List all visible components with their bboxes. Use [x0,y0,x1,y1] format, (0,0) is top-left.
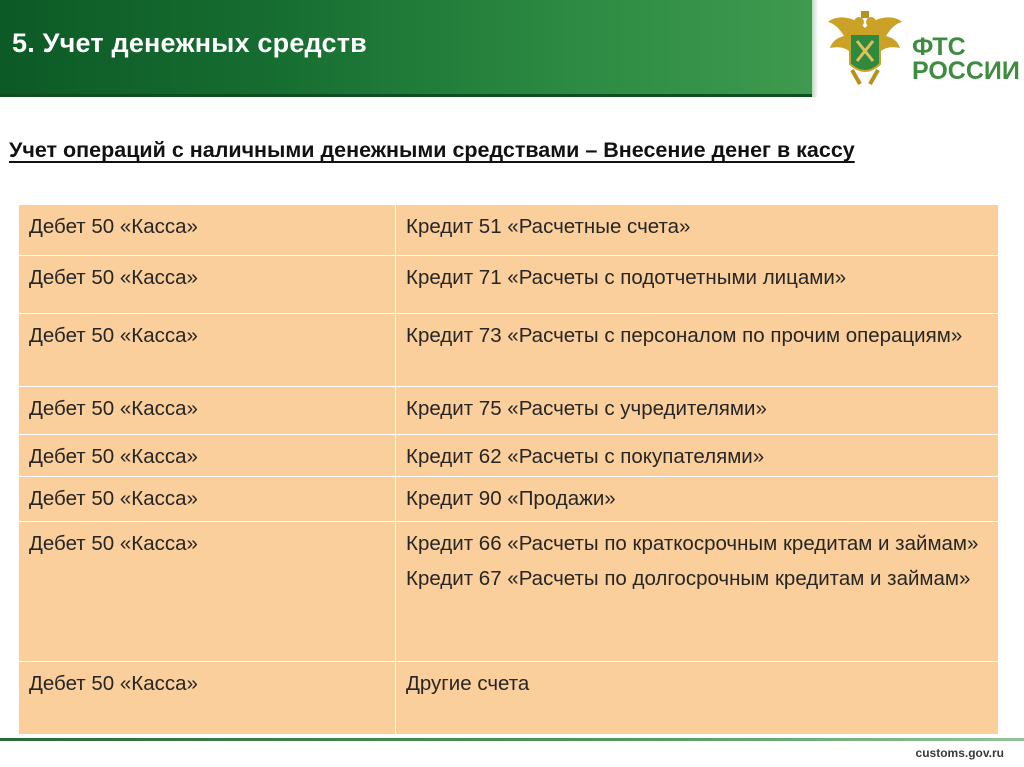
credit-cell [396,477,999,522]
credit-text: Кредит 71 «Расчеты с подотчетными лицами» [406,266,847,289]
brand-line-2: РОССИИ [912,57,1020,85]
table-row [19,256,999,314]
credit-text: Кредит 67 «Расчеты по долгосрочным кредитам и займам» [406,567,971,590]
table-row [19,314,999,387]
credit-cell [396,205,999,256]
footer-url: customs.gov.ru [915,746,1004,760]
accounting-entries-table [18,204,999,735]
emblem-icon [826,8,904,88]
credit-text: Кредит 62 «Расчеты с покупателями» [406,445,765,468]
credit-cell [396,522,999,662]
credit-cell [396,662,999,735]
credit-text: Кредит 66 «Расчеты по краткосрочным кредитам и займам» [406,532,979,555]
credit-text: Кредит 90 «Продажи» [406,487,616,510]
credit-text: Другие счета [406,672,530,695]
credit-cell [396,314,999,387]
credit-cell [396,435,999,477]
debit-cell: Дебет 50 «Касса» [19,205,396,256]
brand-logo-text [912,35,1020,83]
section-subtitle: Учет операций с наличными денежными средствами – Внесение денег в кассу [9,138,855,162]
footer-divider [0,738,1024,741]
table-row [19,435,999,477]
table-row [19,662,999,735]
debit-cell: Дебет 50 «Касса» [19,256,396,314]
table-row [19,387,999,435]
table-row [19,477,999,522]
credit-text: Кредит 75 «Расчеты с учредителями» [406,397,767,420]
table-row [19,205,999,256]
credit-text: Кредит 73 «Расчеты с персоналом по прочим операциям» [406,324,963,347]
debit-cell: Дебет 50 «Касса» [19,435,396,477]
credit-text: Кредит 51 «Расчетные счета» [406,215,691,238]
debit-cell: Дебет 50 «Касса» [19,522,396,662]
table-row [19,522,999,662]
debit-cell: Дебет 50 «Касса» [19,662,396,735]
debit-cell: Дебет 50 «Касса» [19,314,396,387]
credit-cell [396,387,999,435]
slide-title: 5. Учет денежных средств [12,28,367,58]
debit-cell: Дебет 50 «Касса» [19,387,396,435]
debit-cell: Дебет 50 «Касса» [19,477,396,522]
credit-cell [396,256,999,314]
brand-line-1: ФТС [912,33,966,61]
